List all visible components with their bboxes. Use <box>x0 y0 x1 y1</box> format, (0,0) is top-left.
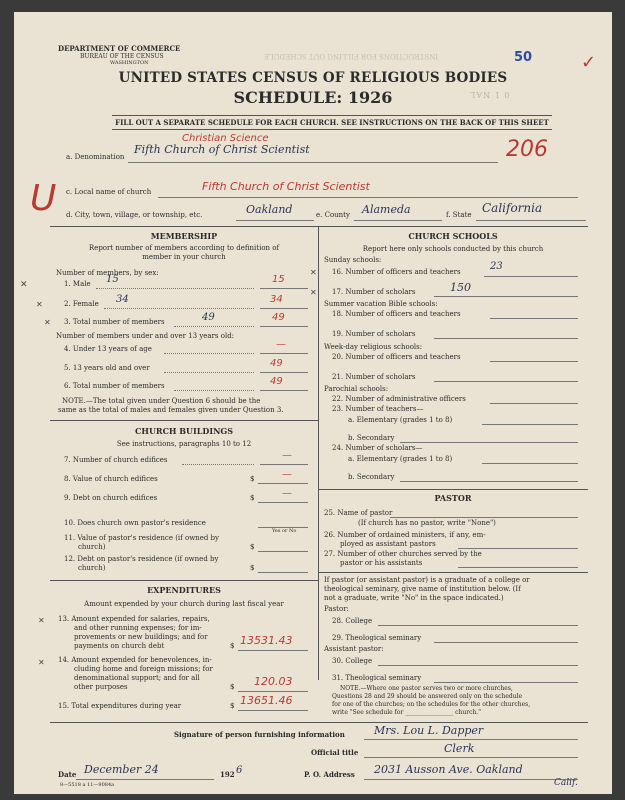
year-digit: 6 <box>236 765 243 776</box>
membership-note-1: NOTE.—The total given under Question 6 should be the <box>62 397 261 405</box>
instruction-banner: FILL OUT A SEPARATE SCHEDULE FOR EACH CHURCH. SEE INSTRUCTIONS ON THE BACK OF THIS SHEET <box>115 118 549 127</box>
pastor-note-4: write "See schedule for ________________ church." <box>332 709 481 716</box>
official-title-label: Official title <box>311 748 359 757</box>
grad-note-3: not a graduate, write "No" in the space indicated.) <box>324 594 504 602</box>
membership-note-2: same as the total of males and females given under Question 3. <box>58 406 284 414</box>
q27-label-2: pastor or his assistants <box>340 559 423 567</box>
q14-label-3: denominational support; and for all <box>74 674 200 682</box>
q13-label-2: and other running expenses; for im- <box>74 624 202 632</box>
age-label: Number of members under and over 13 years old: <box>56 332 235 340</box>
red-check-mark: ✓ <box>581 52 597 73</box>
q16-label: 16. Number of officers and teachers <box>332 268 461 276</box>
q11-label-1: 11. Value of pastor's residence (if owned by <box>64 534 219 542</box>
grad-note-1: If pastor (or assistant pastor) is a graduate of a college or <box>324 576 530 584</box>
q13-label-4: payments on church debt <box>74 642 165 650</box>
grad-note-2: theological seminary, give name of institution below. (If <box>324 585 521 593</box>
state-label: f. State <box>446 211 472 219</box>
asst-pastor-label: Assistant pastor: <box>324 645 384 653</box>
faded-stamp: 0 1 NAL <box>469 90 510 99</box>
parochial-label: Parochial schools: <box>324 385 389 393</box>
q13-label-1: 13. Amount expended for salaries, repairs, <box>58 615 210 623</box>
q8-red: — <box>282 469 292 480</box>
q8-dollar: $ <box>250 475 255 483</box>
q17-label: 17. Number of scholars <box>332 288 416 296</box>
under-13-label: 4. Under 13 years of age <box>64 345 152 353</box>
q20-label: 20. Number of officers and teachers <box>332 353 461 361</box>
buildings-heading: CHURCH BUILDINGS <box>135 426 233 436</box>
q14-dollar: $ <box>230 683 235 691</box>
po-address-label: P. O. Address <box>304 770 355 779</box>
q24-label: 24. Number of scholars— <box>332 444 423 452</box>
summer-label: Summer vacation Bible schools: <box>324 300 438 308</box>
q8-label: 8. Value of church edifices <box>64 475 158 483</box>
q9-dollar: $ <box>250 494 255 502</box>
over-13-label: 5. 13 years old and over <box>64 364 150 372</box>
sunday-label: Sunday schools: <box>324 256 382 264</box>
margin-mark: U <box>30 178 57 219</box>
form-title: UNITED STATES CENSUS OF RELIGIOUS BODIES <box>118 70 508 86</box>
city-value: Oakland <box>246 203 293 216</box>
date-label: Date <box>58 770 77 779</box>
expenditures-heading: EXPENDITURES <box>147 585 221 595</box>
county-label: e. County <box>316 211 350 219</box>
date-value: December 24 <box>84 763 159 776</box>
state-value: California <box>482 201 543 215</box>
over-13-red: 49 <box>270 358 283 369</box>
q12-dollar: $ <box>250 564 255 572</box>
q17-value: 150 <box>450 281 471 294</box>
q19-label: 19. Number of scholars <box>332 330 416 338</box>
schedule-number: 50 <box>514 50 533 65</box>
q7-label: 7. Number of church edifices <box>64 456 168 464</box>
q22-label: 22. Number of administrative officers <box>332 395 466 403</box>
city-label: d. City, town, village, or township, etc. <box>66 211 203 219</box>
by-sex-label: Number of members, by sex: <box>56 269 159 277</box>
female-label: 2. Female <box>64 300 99 308</box>
total-value: 49 <box>202 312 215 323</box>
buildings-sub: See instructions, paragraphs 10 to 12 <box>116 440 252 448</box>
tick-mark: ✕ <box>38 658 45 667</box>
total-label: 3. Total number of members <box>64 318 165 326</box>
total6-red: 49 <box>270 376 283 387</box>
denomination-label: a. Denomination <box>66 153 125 161</box>
tick-mark: ✕ <box>310 268 317 277</box>
county-value: Alameda <box>362 203 411 216</box>
expenditures-sub: Amount expended by your church during last fiscal year <box>84 600 284 608</box>
q15-dollar: $ <box>230 702 235 710</box>
local-name-value: Fifth Church of Christ Scientist <box>202 180 370 193</box>
schools-heading: CHURCH SCHOOLS <box>408 231 498 241</box>
membership-heading: MEMBERSHIP <box>150 231 218 241</box>
city-name: WASHINGTON <box>110 60 149 66</box>
po-address-value-2: Calif. <box>554 778 578 788</box>
membership-intro-2: member in your church <box>142 253 226 261</box>
female-red: 34 <box>270 294 283 305</box>
po-address-value: 2031 Ausson Ave. Oakland <box>374 763 523 776</box>
q24-sec-label: b. Secondary <box>348 473 395 481</box>
q11-dollar: $ <box>250 543 255 551</box>
denomination-overwrite: Christian Science <box>182 133 269 144</box>
q14-label-4: other purposes <box>74 683 128 691</box>
pastor-sub-label: Pastor: <box>324 605 349 613</box>
tick-mark: ✕ <box>36 300 43 309</box>
q14-label-2: cluding home and foreign missions; for <box>74 665 213 673</box>
tick-mark: ✕ <box>44 318 51 327</box>
schools-intro: Report here only schools conducted by this church <box>362 245 544 253</box>
q24-elem-label: a. Elementary (grades 1 to 8) <box>348 455 453 463</box>
pastor-note-3: for one of the churches; on the schedules for the other churches, <box>332 701 531 708</box>
q14-label-1: 14. Amount expended for benevolences, in- <box>58 656 212 664</box>
male-label: 1. Male <box>64 280 91 288</box>
signature-value: Mrs. Lou L. Dapper <box>374 724 484 737</box>
q7-red: — <box>282 450 292 461</box>
year-label: 192 <box>220 770 235 779</box>
q23-label: 23. Number of teachers— <box>332 405 424 413</box>
tick-mark: ✕ <box>20 280 28 290</box>
q14-value: 120.03 <box>254 675 293 688</box>
q13-dollar: $ <box>230 642 235 650</box>
tick-mark: ✕ <box>38 616 45 625</box>
pastor-heading: PASTOR <box>434 493 472 503</box>
q28-label: 28. College <box>332 617 373 625</box>
q23-elem-label: a. Elementary (grades 1 to 8) <box>348 416 453 424</box>
official-title-value: Clerk <box>444 742 475 755</box>
q16-value: 23 <box>490 261 503 272</box>
q23-sec-label: b. Secondary <box>348 434 395 442</box>
q31-label: 31. Theological seminary <box>332 674 422 682</box>
pastor-note-1: NOTE.—Where one pastor serves two or more churches, <box>340 685 513 692</box>
q13-label-3: provements or new buildings; and for <box>74 633 208 641</box>
total6-label: 6. Total number of members <box>64 382 165 390</box>
q27-label-1: 27. Number of other churches served by the <box>324 550 482 558</box>
local-name-label: c. Local name of church <box>66 188 152 196</box>
male-value: 15 <box>106 274 119 285</box>
dept-name: DEPARTMENT OF COMMERCE <box>58 44 181 53</box>
yes-no-hint: Yes or No <box>272 528 297 534</box>
q26-label-2: ployed as assistant pastors <box>340 540 436 548</box>
male-red: 15 <box>272 274 285 285</box>
denomination-code: 206 <box>506 137 548 162</box>
q25-label: 25. Name of pastor <box>324 509 393 517</box>
pastor-note-2: Questions 28 and 29 should be answered only on the schedule <box>332 693 523 700</box>
female-value: 34 <box>116 294 129 305</box>
q18-label: 18. Number of officers and teachers <box>332 310 461 318</box>
q9-label: 9. Debt on church edifices <box>64 494 158 502</box>
bleed-through-text: INSTRUCTIONS FOR FILLING OUT SCHEDULE <box>264 52 439 60</box>
under-13-red: — <box>276 339 286 350</box>
membership-intro-1: Report number of members according to definition of <box>88 244 280 252</box>
q11-label-2: church) <box>78 543 106 551</box>
q25-sub: (If church has no pastor, write "None") <box>358 519 496 527</box>
signature-label: Signature of person furnishing information <box>174 730 345 739</box>
q13-value: 13531.43 <box>240 634 293 647</box>
schedule-title: SCHEDULE: 1926 <box>233 88 393 107</box>
q29-label: 29. Theological seminary <box>332 634 422 642</box>
denomination-value: Fifth Church of Christ Scientist <box>134 143 310 156</box>
weekday-label: Week-day religious schools: <box>324 343 423 351</box>
q26-label-1: 26. Number of ordained ministers, if any, em- <box>324 531 486 539</box>
q15-label: 15. Total expenditures during year <box>58 702 182 710</box>
q12-label-1: 12. Debt on pastor's residence (if owned by <box>64 555 219 563</box>
q21-label: 21. Number of scholars <box>332 373 416 381</box>
census-schedule-page <box>14 12 612 794</box>
q30-label: 30. College <box>332 657 373 665</box>
q15-value: 13651.46 <box>240 694 293 707</box>
q12-label-2: church) <box>78 564 106 572</box>
total-red: 49 <box>272 312 285 323</box>
tick-mark: ✕ <box>310 288 317 297</box>
q9-red: — <box>282 488 292 499</box>
bureau-name: BUREAU OF THE CENSUS <box>80 53 164 60</box>
form-code: 8—5518 a 11—9084a <box>60 782 115 788</box>
q10-label: 10. Does church own pastor's residence <box>64 519 206 527</box>
